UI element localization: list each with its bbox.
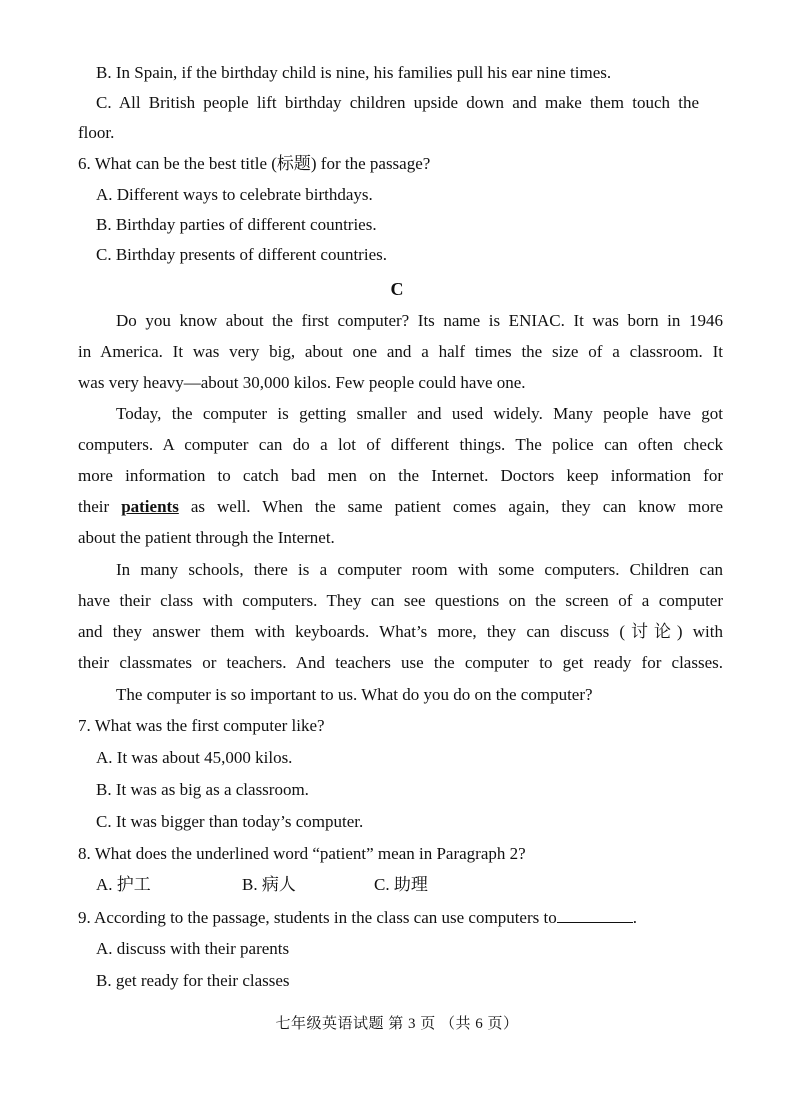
passage-paragraph-2-line-4: [78, 496, 723, 518]
passage-paragraph-2-line-5: about the patient through the Internet.: [78, 528, 335, 547]
passage-paragraph-2-line-2: computers. A computer can do a lot of different things. The police can often check: [78, 435, 723, 454]
passage-paragraph-2-line-3: more information to catch bad men on the Internet. Doctors keep information for: [78, 466, 723, 485]
question-7: 7. What was the first computer like?: [78, 716, 325, 735]
passage-paragraph-1-line-1: Do you know about the first computer? Its name is ENIAC. It was born in 1946: [116, 311, 723, 330]
question-8-option-a: A. 护工: [96, 875, 151, 894]
passage-paragraph-3-line-3: and they answer them with keyboards. What’s more, they can discuss (讨论) with: [78, 622, 723, 641]
question-5-option-c-cont: floor.: [78, 123, 115, 142]
question-7-option-a: A. It was about 45,000 kilos.: [96, 748, 293, 767]
question-8-option-c: C. 助理: [374, 875, 428, 894]
question-7-option-b: B. It was as big as a classroom.: [96, 780, 309, 799]
answer-blank: [557, 908, 633, 923]
passage-paragraph-1-line-3: was very heavy—about 30,000 kilos. Few people could have one.: [78, 373, 526, 392]
question-7-option-c: C. It was bigger than today’s computer.: [96, 812, 364, 831]
question-6: 6. What can be the best title (标题) for the passage?: [78, 154, 431, 173]
question-5-option-c: C. All British people lift birthday children upside down and make them touch the: [96, 93, 699, 112]
passage-paragraph-3-line-1: In many schools, there is a computer room with some computers. Children can: [116, 560, 723, 579]
question-6-option-b: B. Birthday parties of different countries.: [96, 215, 377, 234]
question-9: [78, 907, 723, 929]
question-8: 8. What does the underlined word “patient” mean in Paragraph 2?: [78, 844, 526, 863]
passage-paragraph-1-line-2: in America. It was very big, about one and a half times the size of a classroom. It: [78, 342, 723, 361]
text-their: their: [78, 497, 110, 516]
question-9-option-b: B. get ready for their classes: [96, 971, 290, 990]
text-rest: as well. When the same patient comes again, they can know more: [190, 497, 724, 516]
underlined-word: patients: [121, 497, 179, 516]
passage-paragraph-3-line-2: have their class with computers. They can see questions on the screen of a computer: [78, 591, 723, 610]
section-title: C: [390, 279, 404, 299]
question-6-option-a: A. Different ways to celebrate birthdays.: [96, 185, 373, 204]
question-6-option-c: C. Birthday presents of different countries.: [96, 245, 387, 264]
question-9-option-a: A. discuss with their parents: [96, 939, 290, 958]
question-5-option-b: B. In Spain, if the birthday child is nine, his families pull his ear nine times.: [96, 63, 612, 82]
passage-paragraph-2-line-1: Today, the computer is getting smaller and used widely. Many people have got: [116, 404, 723, 423]
question-8-option-b: B. 病人: [242, 875, 296, 894]
question-9-text: 9. According to the passage, students in the class can use computers to: [78, 908, 557, 927]
passage-paragraph-3-line-4: their classmates or teachers. And teachers use the computer to get ready for classes.: [78, 653, 723, 672]
question-8-options: [96, 874, 741, 896]
passage-paragraph-4-line-1: The computer is so important to us. What do you do on the computer?: [116, 685, 593, 704]
question-9-end: .: [632, 908, 637, 927]
page-footer: 七年级英语试题 第 3 页 （共 6 页）: [275, 1016, 519, 1032]
